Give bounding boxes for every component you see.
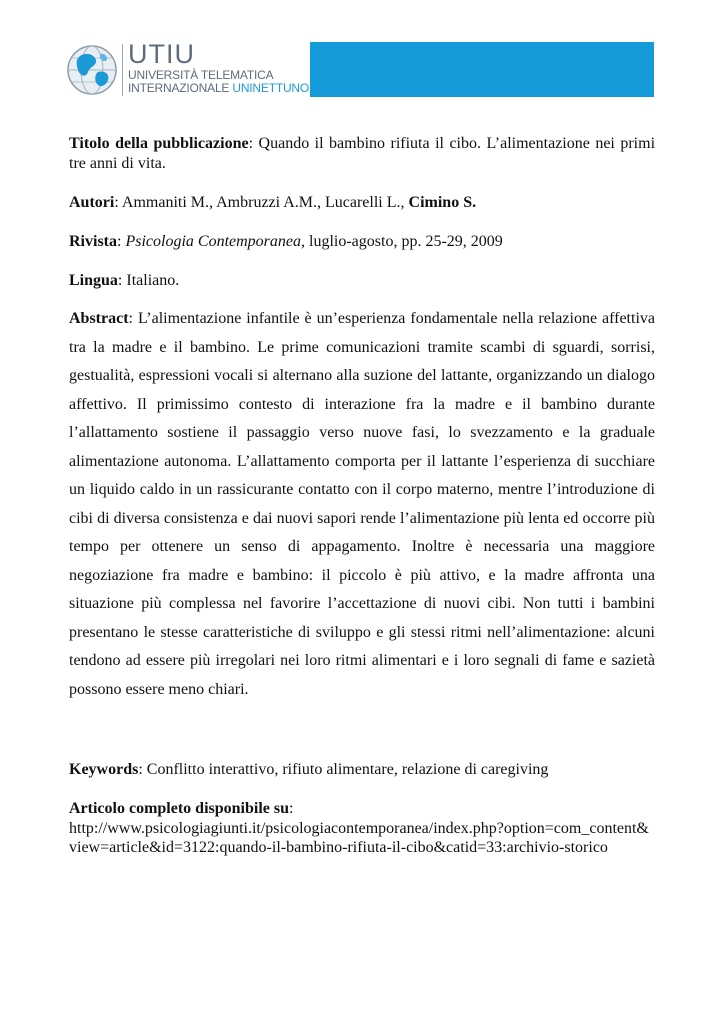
authors-highlighted: Cimino S. — [408, 194, 477, 211]
authors-field — [69, 193, 655, 213]
journal-separator: : — [117, 233, 126, 250]
university-logo-text — [128, 39, 310, 98]
header-color-bar — [310, 42, 654, 97]
logo-acronym: UTIU — [128, 39, 195, 69]
authors-names: Ammaniti M., Ambruzzi A.M., Lucarelli L., — [121, 194, 409, 211]
keywords-field — [69, 760, 655, 780]
authors-separator: : — [114, 194, 122, 211]
authors-label: Autori — [69, 194, 115, 211]
journal-name: Psicologia Contemporanea — [125, 233, 301, 250]
keywords-separator: : — [138, 761, 147, 778]
journal-label: Rivista — [69, 233, 117, 250]
logo-brand-name: UNINETTUNO — [232, 81, 310, 95]
language-field — [69, 271, 655, 291]
full-article-label: Articolo completo disponibile su — [69, 800, 290, 817]
abstract-label: Abstract — [69, 310, 129, 327]
title-separator: : — [248, 135, 259, 152]
logo-line-2 — [128, 82, 309, 95]
title-field — [69, 134, 655, 174]
logo-divider — [122, 44, 123, 96]
keywords-label: Keywords — [69, 761, 139, 778]
abstract-field — [69, 305, 655, 704]
title-label: Titolo della pubblicazione — [69, 135, 249, 152]
journal-field — [69, 232, 655, 252]
language-separator: : — [117, 272, 127, 289]
full-article-field — [69, 799, 655, 819]
language-value: Italiano. — [126, 272, 180, 289]
full-article-separator: : — [289, 800, 294, 817]
keywords-value: Conflitto interattivo, rifiuto alimentare, relazione di caregiving — [146, 761, 549, 778]
document-body — [69, 134, 655, 857]
abstract-text: L’alimentazione infantile è un’esperienza fondamentale nella relazione affettiva tra la madre e il bambino. Le prime comunicazioni tramite scambi di sguardi, sorrisi, gestualità, espressioni vocali si alternano alla suzione del lattante, organizzando un dialogo affettivo. Il primissimo contesto di interazione fra la madre e il bambino durante l’allattamento sostiene il passaggio verso nuove fasi, lo svezzamento e la graduale alimentazione autonoma. L’allattamento comporta per il lattante l’esperienza di succhiare un liquido caldo in un rassicurante contatto con il corpo materno, mentre l’introduzione di cibi di diversa consistenza e dai nuovi sapori rende l’alimentazione più lenta ed occorre più tempo per ottenere un senso di appagamento. Inoltre è necessaria una maggiore negoziazione fra madre e bambino: il piccolo è più attivo, e la madre affronta una situazione più complessa nel favorire l’accettazione di nuovi cibi. Non tutti i bambini presentano le stesse caratteristiche di sviluppo e gli stessi ritmi nell’alimentazione: alcuni tendono ad essere più irregolari nei loro ritmi alimentari e i loro segnali di fame e sazietà possono essere meno chiari. — [69, 310, 655, 698]
journal-details: , luglio-agosto, pp. 25-29, 2009 — [301, 233, 503, 250]
page-header — [66, 40, 654, 98]
logo-line-2-part-1: INTERNAZIONALE — [128, 81, 233, 95]
logo-line-1: UNIVERSITÀ TELEMATICA — [128, 68, 274, 82]
title-value: Quando il bambino rifiuta il cibo. L’alimentazione nei primi tre anni di vita. — [69, 135, 656, 172]
abstract-separator: : — [128, 310, 138, 327]
language-label: Lingua — [69, 272, 118, 289]
globe-logo-icon — [66, 44, 118, 96]
full-article-url[interactable]: http://www.psicologiagiunti.it/psicologiacontemporanea/index.php?option=com_content&view=article&id=3122:quando-il-bambino-rifiuta-il-cibo&catid=33:archivio-storico — [69, 820, 649, 856]
